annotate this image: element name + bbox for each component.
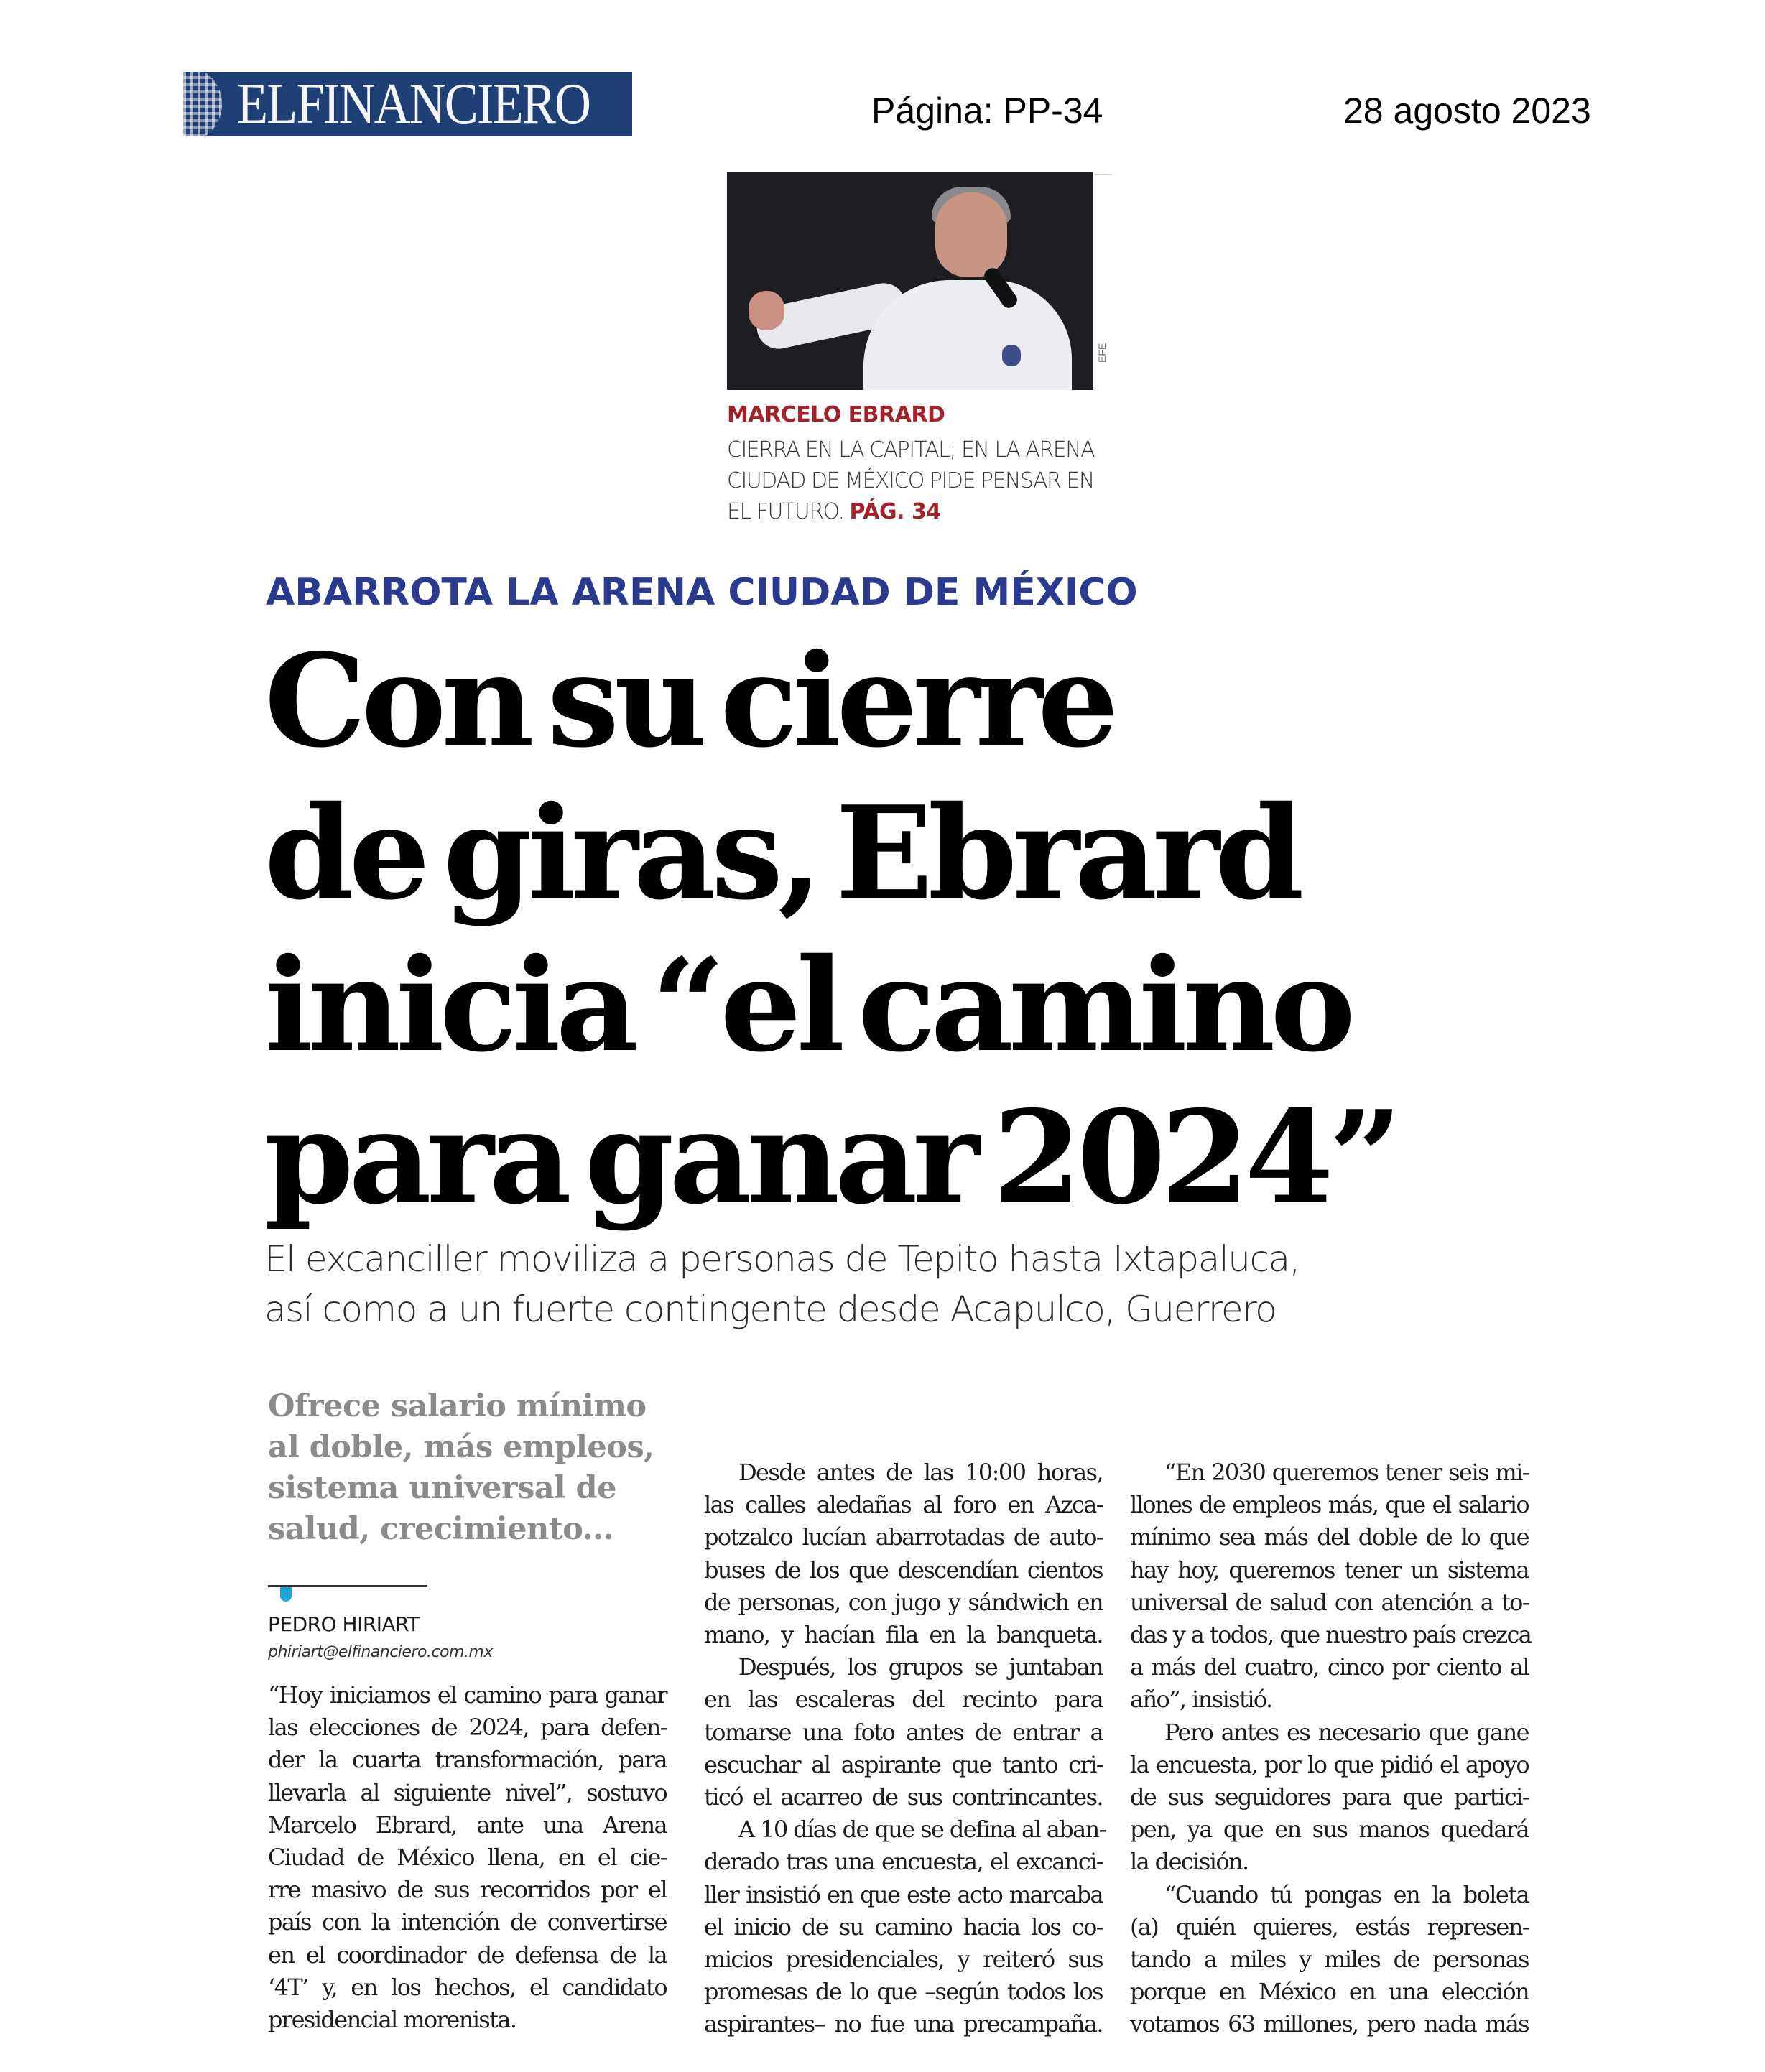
body-line: “En 2030 queremos tener seis mi- xyxy=(1164,1459,1529,1486)
body-line: la decisión. xyxy=(1130,1848,1249,1876)
body-line: mínimo sea más del doble de lo que xyxy=(1130,1523,1529,1551)
body-line: tando a miles y miles de personas xyxy=(1130,1946,1529,1974)
headline-line: de giras, Ebrard xyxy=(264,778,1300,928)
photo-figure-head xyxy=(935,192,1007,277)
teaser-caption-text: CIERRA EN LA CAPITAL; EN LA ARENA CIUDAD DE MÉXICO PIDE PENSAR EN EL FUTURO. xyxy=(727,437,1095,524)
publication-date: 28 agosto 2023 xyxy=(1343,90,1591,131)
newspaper-logo xyxy=(183,72,632,136)
article-deck xyxy=(264,1234,1593,1334)
body-line: Marcelo Ebrard, ante una Arena xyxy=(268,1811,667,1839)
page-label: Página: PP-34 xyxy=(871,90,1103,131)
body-line: votamos 63 millones, pero nada más xyxy=(1130,2010,1529,2038)
body-line: hay hoy, queremos tener un sistema xyxy=(1130,1556,1529,1584)
shirt-badge-icon xyxy=(1002,345,1021,366)
summary-line: sistema universal de xyxy=(268,1470,616,1506)
body-line: aspirantes– no fue una precampaña. xyxy=(704,2010,1103,2038)
teaser-caption xyxy=(727,435,1101,527)
body-column-1 xyxy=(268,1679,667,2036)
body-line: en el coordinador de defensa de la xyxy=(268,1941,667,1969)
body-line: Desde antes de las 10:00 horas, xyxy=(738,1459,1103,1486)
teaser-photo xyxy=(727,172,1093,390)
deck-line: El excanciller moviliza a personas de Tepito hasta Ixtapaluca, xyxy=(264,1238,1300,1280)
body-line: la encuesta, por lo que pidió el apoyo xyxy=(1130,1750,1529,1778)
body-line: derado tras una encuesta, el excanci- xyxy=(704,1848,1103,1876)
deck-line: así como a un fuerte contingente desde Acapulco, Guerrero xyxy=(264,1288,1277,1330)
globe-icon xyxy=(183,72,228,136)
body-column-2 xyxy=(704,1457,1106,2041)
body-line: pen, ya que en sus manos quedará xyxy=(1130,1816,1529,1844)
body-line: ller insistió en que este acto marcaba xyxy=(704,1880,1103,1908)
article-headline xyxy=(264,625,1629,1234)
body-line: escuchar al aspirante que tanto cri- xyxy=(704,1750,1103,1778)
headline-line: inicia “el camino xyxy=(264,930,1351,1080)
body-line: de personas, con jugo y sándwich en xyxy=(704,1588,1103,1616)
body-line: micios presidenciales, y reiteró sus xyxy=(704,1946,1103,1974)
body-line: “Cuando tú pongas en la boleta xyxy=(1164,1880,1529,1908)
body-line: llevarla al siguiente nivel”, sostuvo xyxy=(268,1778,667,1806)
body-line: ‘4T’ y, en los hechos, el candidato xyxy=(268,1973,667,2001)
body-line: las calles aledañas al foro en Azca- xyxy=(704,1491,1103,1519)
teaser-name: MARCELO EBRARD xyxy=(727,402,945,427)
body-column-3 xyxy=(1130,1457,1532,2041)
body-line: el inicio de su camino hacia los co- xyxy=(704,1913,1103,1941)
summary-line: Ofrece salario mínimo xyxy=(268,1388,647,1424)
body-line: der la cuarta transformación, para xyxy=(268,1746,667,1774)
headline-line: para ganar 2024” xyxy=(264,1082,1397,1232)
author-email[interactable]: phiriart@elfinanciero.com.mx xyxy=(268,1643,493,1661)
body-line: das y a todos, que nuestro país crezca xyxy=(1130,1621,1532,1649)
body-line: ticó el acarreo de sus contrincantes. xyxy=(704,1783,1103,1811)
photo-rule xyxy=(1095,174,1112,175)
body-line: presidencial morenista. xyxy=(268,2006,516,2034)
body-line: universal de salud con atención a to- xyxy=(1130,1588,1529,1616)
body-line: tomarse una foto antes de entrar a xyxy=(704,1718,1103,1746)
body-line: país con la intención de convertirse xyxy=(268,1908,667,1936)
body-line: Después, los grupos se juntaban xyxy=(738,1653,1103,1681)
body-line: a más del cuatro, cinco por ciento al xyxy=(1130,1653,1529,1681)
author-name: PEDRO HIRIART xyxy=(268,1612,420,1636)
body-line: las elecciones de 2024, para defen- xyxy=(268,1714,667,1742)
byline-rule xyxy=(268,1585,427,1587)
body-line: A 10 días de que se defina al aban- xyxy=(738,1816,1106,1844)
body-line: de sus seguidores para que partici- xyxy=(1130,1783,1529,1811)
body-line: “Hoy iniciamos el camino para ganar xyxy=(268,1681,667,1709)
body-line: Pero antes es necesario que gane xyxy=(1164,1718,1529,1746)
byline-marker-icon xyxy=(280,1587,292,1602)
summary-line: salud, crecimiento... xyxy=(268,1511,614,1547)
body-line: (a) quién quieres, estás represen- xyxy=(1130,1913,1529,1941)
body-line: promesas de lo que –según todos los xyxy=(704,1978,1103,2006)
body-line: año”, insistió. xyxy=(1130,1686,1272,1714)
photo-figure-hand xyxy=(749,291,784,330)
body-line: buses de los que descendían cientos xyxy=(704,1556,1103,1584)
body-line: Ciudad de México llena, en el cie- xyxy=(268,1844,667,1872)
teaser-page-ref: PÁG. 34 xyxy=(849,499,941,524)
body-line: rre masivo de sus recorridos por el xyxy=(268,1876,667,1904)
summary-line: al doble, más empleos, xyxy=(268,1429,654,1465)
body-line: potzalco lucían abarrotadas de auto- xyxy=(704,1523,1103,1551)
article-summary xyxy=(268,1386,685,1550)
logo-text: ELFINANCIERO xyxy=(237,73,590,136)
headline-line: Con su cierre xyxy=(264,626,1114,776)
body-line: llones de empleos más, que el salario xyxy=(1130,1491,1529,1519)
body-line: en las escaleras del recinto para xyxy=(704,1686,1103,1714)
body-line: mano, y hacían fila en la banqueta. xyxy=(704,1621,1103,1649)
body-line: porque en México en una elección xyxy=(1130,1978,1529,2006)
article-kicker: ABARROTA LA ARENA CIUDAD DE MÉXICO xyxy=(266,571,1138,614)
photo-credit: EFE xyxy=(1096,343,1108,363)
